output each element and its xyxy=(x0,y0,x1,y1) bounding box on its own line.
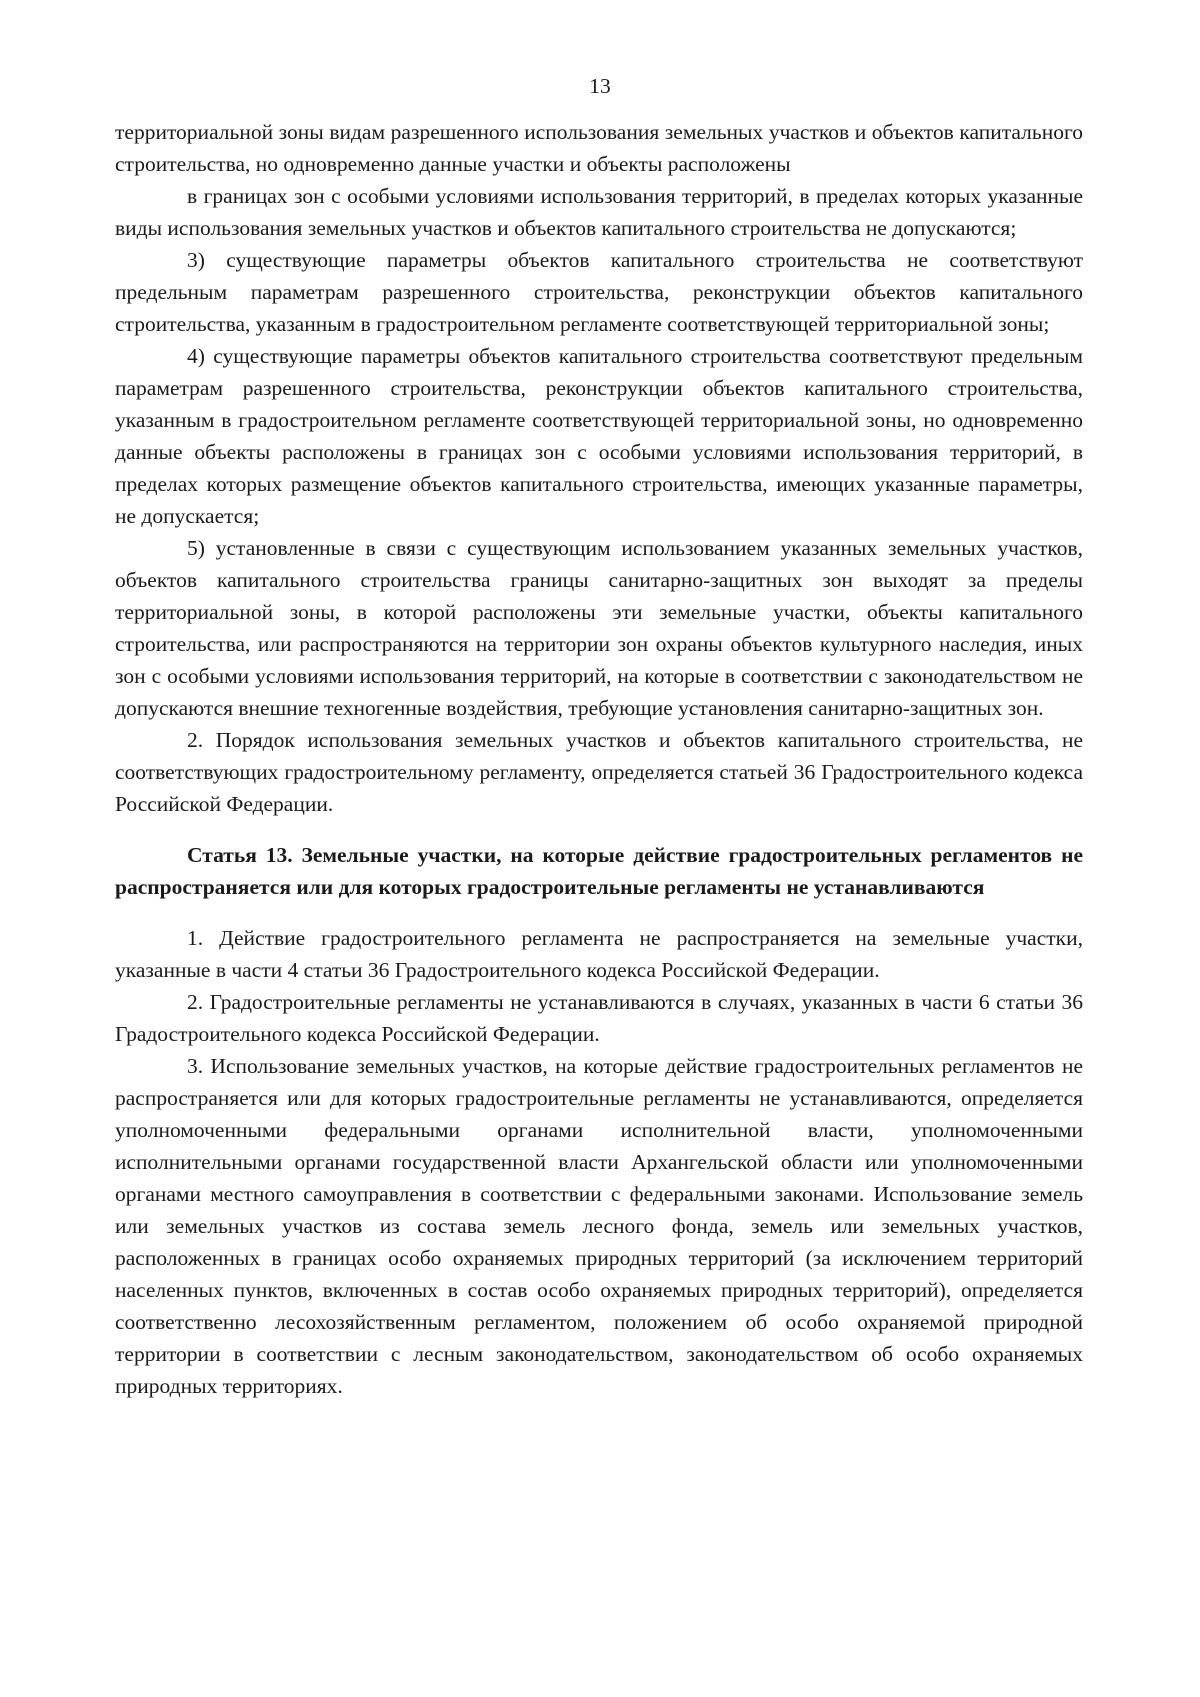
list-item-3: 3) существующие параметры объектов капитального строительства не соответствуют предельным параметрам разрешенного строительства, реконструкции объектов капитального строительства, указанным в градостроительном регламенте соответствующей территориальной зоны; xyxy=(115,248,1083,336)
paragraph-clause-2: 2. Градостроительные регламенты не устанавливаются в случаях, указанных в части 6 статьи 36 Градостроительного кодекса Российской Федерации. xyxy=(115,990,1083,1046)
paragraph-clause-1: 1. Действие градостроительного регламента не распространяется на земельные участки, указанные в части 4 статьи 36 Градостроительного кодекса Российской Федерации. xyxy=(115,926,1083,982)
paragraph-clause-2: 2. Порядок использования земельных участков и объектов капитального строительства, не соответствующих градостроительному регламенту, определяется статьей 36 Градостроительного кодекса Российской Федерации. xyxy=(115,728,1083,816)
list-item-4: 4) существующие параметры объектов капитального строительства соответствуют предельным параметрам разрешенного строительства, реконструкции объектов капитального строительства, указанным в градостроительном регламенте соответствующей территориальной зоны, но одновременно данные объекты расположены в границах зон с особыми условиями использования территорий, в пределах которых размещение объектов капитального строительства, имеющих указанные параметры, не допускается; xyxy=(115,344,1083,528)
paragraph: в границах зон с особыми условиями использования территорий, в пределах которых указанные виды использования земельных участков и объектов капитального строительства не допускаются; xyxy=(115,184,1083,240)
paragraph: территориальной зоны видам разрешенного использования земельных участков и объектов капитального строительства, но одновременно данные участки и объекты расположены xyxy=(115,120,1083,176)
article-heading: Статья 13. Земельные участки, на которые действие градостроительных регламентов не распространяется или для которых градостроительные регламенты не устанавливаются xyxy=(115,843,1083,899)
list-item-5: 5) установленные в связи с существующим использованием указанных земельных участков, объектов капитального строительства границы санитарно-защитных зон выходят за пределы территориальной зоны, в которой расположены эти земельные участки, объекты капитального строительства, или распространяются на территории зон охраны объектов культурного наследия, иных зон с особыми условиями использования территорий, на которые в соответствии с законодательством не допускаются внешние техногенные воздействия, требующие установления санитарно-защитных зон. xyxy=(115,536,1083,720)
document-body xyxy=(115,116,1083,1402)
page-number: 13 xyxy=(589,74,611,98)
paragraph-clause-3: 3. Использование земельных участков, на которые действие градостроительных регламентов не распространяется или для которых градостроительные регламенты не устанавливаются, определяется уполномоченными федеральными органами исполнительной власти, уполномоченными исполнительными органами государственной власти Архангельской области или уполномоченными органами местного самоуправления в соответствии с федеральными законами. Использование земель или земельных участков из состава земель лесного фонда, земель или земельных участков, расположенных в границах особо охраняемых природных территорий (за исключением территорий населенных пунктов, включенных в состав особо охраняемых природных территорий), определяется соответственно лесохозяйственным регламентом, положением об особо охраняемой природной территории в соответствии с лесным законодательством, законодательством об особо охраняемых природных территориях. xyxy=(115,1054,1083,1398)
